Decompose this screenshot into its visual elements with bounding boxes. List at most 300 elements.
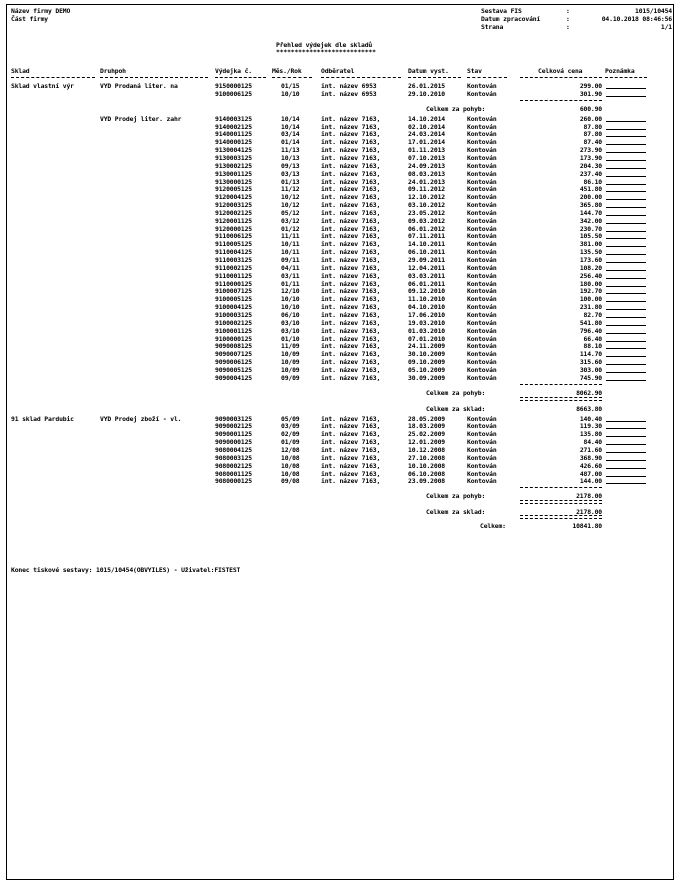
note-line [606,483,646,484]
vydejka-number: 9090005125 [215,365,252,374]
note-line [606,207,646,208]
vydejka-number: 9080001125 [215,469,252,478]
month-year: 10/14 [281,114,300,123]
customer-name: int. název 7163, [321,208,381,217]
customer-name: int. název 7163, [321,446,381,454]
total-price: 105.50 [579,232,602,241]
issue-date: 24.11.2009 [408,342,445,351]
note-line [606,460,646,461]
vydejka-number: 9100002125 [215,318,252,327]
month-year: 03/11 [281,271,300,280]
note-line [606,309,646,310]
month-year: 01/12 [281,224,300,233]
customer-name: int. název 7163, [321,422,381,431]
status-text: Kontován [467,446,497,454]
vydejka-number: 9130002125 [215,161,252,170]
vydejka-number: 9090004125 [215,373,252,382]
total-price: 192.70 [579,287,602,296]
status-text: Kontován [467,310,497,319]
total-price: 315.60 [579,358,602,367]
month-year: 11/09 [281,342,300,351]
customer-name: int. název 7163, [321,161,381,170]
status-text: Kontován [467,169,497,178]
customer-name: int. název 7163, [321,326,381,335]
issue-date: 29.09.2011 [408,256,445,264]
status-text: Kontován [467,224,497,233]
month-year: 09/11 [281,256,300,264]
col-druhpoh: Druhpoh [100,67,126,75]
month-year: 05/12 [281,208,300,217]
note-line [606,262,646,263]
vydejka-number: 9110002125 [215,263,252,272]
issue-date: 04.10.2010 [408,303,445,312]
note-line [606,293,646,294]
issue-date: 07.01.2010 [408,334,445,343]
page-sep: : [566,23,570,31]
month-year: 10/09 [281,350,300,359]
druhpoh-name: VYD Prodaná liter. na [100,82,178,90]
note-line [606,348,646,349]
note-line [606,88,646,89]
status-text: Kontován [467,185,497,194]
vydejka-number: 9110001125 [215,271,252,280]
total-price: 260.00 [579,114,602,123]
note-line [606,444,646,445]
note-line [606,191,646,192]
vydejka-number: 9090000125 [215,438,252,447]
customer-name: int. název 7163, [321,216,381,225]
status-text: Kontován [467,430,497,439]
status-text: Kontován [467,373,497,382]
status-text: Kontován [467,287,497,296]
month-year: 10/08 [281,461,300,470]
vydejka-number: 9120005125 [215,185,252,194]
vydejka-number: 9120002125 [215,208,252,217]
customer-name: int. název 7163, [321,114,381,123]
header-rule [215,77,266,78]
month-year: 03/09 [281,422,300,431]
total-price: 82.70 [583,310,602,319]
status-text: Kontován [467,334,497,343]
header-rule [408,77,461,78]
subtotal-rule [520,384,602,385]
month-year: 10/10 [281,89,300,98]
total-price: 342.00 [579,216,602,225]
vydejka-number: 9090007125 [215,350,252,359]
status-text: Kontován [467,422,497,431]
issue-date: 09.03.2012 [408,216,445,225]
issue-date: 19.03.2010 [408,318,445,327]
month-year: 10/09 [281,358,300,367]
subtotal-value: 2178.00 [576,492,602,501]
status-text: Kontován [467,161,497,170]
month-year: 10/13 [281,153,300,162]
month-year: 03/12 [281,216,300,225]
month-year: 10/11 [281,240,300,249]
total-price: 230.70 [579,224,602,233]
report-number: 1015/10454 [635,7,672,15]
issue-date: 08.03.2013 [408,169,445,178]
customer-name: int. název 7163, [321,373,381,382]
total-price: 87.80 [583,130,602,139]
title-underline: *************************** [276,48,376,56]
issue-date: 12.01.2009 [408,438,445,447]
sklad-total-value: 2178.00 [576,508,602,517]
issue-date: 09.11.2012 [408,185,445,194]
note-line [606,333,646,334]
total-price: 140.40 [579,414,602,423]
customer-name: int. název 7163, [321,185,381,194]
month-year: 02/09 [281,430,300,439]
note-line [606,476,646,477]
total-price: 144.70 [579,208,602,217]
issue-date: 09.10.2009 [408,358,445,367]
sklad-total-label: Celkem za sklad: [426,508,486,517]
issue-date: 27.10.2008 [408,453,445,462]
customer-name: int. název 7163, [321,461,381,470]
grand-total-label: Celkem: [480,522,506,531]
customer-name: int. název 7163, [321,263,381,272]
month-year: 12/08 [281,446,300,454]
issue-date: 30.10.2009 [408,350,445,359]
vydejka-number: 9090006125 [215,358,252,367]
vydejka-number: 9100007125 [215,287,252,296]
customer-name: int. název 7163, [321,287,381,296]
status-text: Kontován [467,318,497,327]
customer-name: int. název 7163, [321,232,381,241]
vydejka-number: 9090008125 [215,342,252,351]
total-price: 368.90 [579,453,602,462]
customer-name: int. název 7163, [321,318,381,327]
subtotal-label: Celkem za pohyb: [426,388,486,397]
note-line [606,380,646,381]
note-line [606,341,646,342]
status-text: Kontován [467,461,497,470]
customer-name: int. název 7163, [321,334,381,343]
month-year: 01/09 [281,438,300,447]
month-year: 10/12 [281,193,300,202]
status-text: Kontován [467,303,497,312]
date-sep: : [566,15,570,23]
total-price: 271.60 [579,446,602,454]
col-odberatel: Odběratel [321,67,355,75]
status-text: Kontován [467,271,497,280]
vydejka-number: 9090001125 [215,430,252,439]
customer-name: int. název 7163, [321,295,381,304]
issue-date: 26.01.2015 [408,82,445,90]
total-price: 87.40 [583,138,602,147]
vydejka-number: 9120001125 [215,216,252,225]
status-text: Kontován [467,263,497,272]
header-rule [467,77,507,78]
processing-date: 04.10.2018 08:46:56 [601,15,672,23]
month-year: 03/10 [281,318,300,327]
status-text: Kontován [467,365,497,374]
status-text: Kontován [467,438,497,447]
issue-date: 06.10.2011 [408,248,445,257]
page-number: 1/1 [660,23,672,31]
customer-name: int. název 7163, [321,350,381,359]
note-line [606,317,646,318]
customer-name: int. název 7163, [321,122,381,131]
month-year: 03/13 [281,169,300,178]
sklad-total-rule [520,397,602,401]
customer-name: int. název 7163, [321,248,381,257]
total-price: 796.40 [579,326,602,335]
status-text: Kontován [467,193,497,202]
status-text: Kontován [467,477,497,486]
status-text: Kontován [467,146,497,155]
issue-date: 10.12.2008 [408,446,445,454]
total-price: 87.80 [583,122,602,131]
status-text: Kontován [467,216,497,225]
total-price: 301.90 [579,89,602,98]
note-line [606,129,646,130]
col-datum: Datum vyst. [408,67,449,75]
note-line [606,136,646,137]
vydejka-number: 9110003125 [215,256,252,264]
month-year: 10/10 [281,303,300,312]
note-line [606,468,646,469]
status-text: Kontován [467,414,497,423]
issue-date: 11.10.2010 [408,295,445,304]
status-text: Kontován [467,208,497,217]
vydejka-number: 9130004125 [215,146,252,155]
status-text: Kontován [467,153,497,162]
month-year: 04/11 [281,263,300,272]
vydejka-number: 9110006125 [215,232,252,241]
note-line [606,238,646,239]
header-rule [100,77,208,78]
issue-date: 01.03.2010 [408,326,445,335]
customer-name: int. název 7163, [321,477,381,486]
customer-name: int. název 7163, [321,469,381,478]
note-line [606,428,646,429]
total-price: 114.70 [579,350,602,359]
note-line [606,121,646,122]
note-line [606,176,646,177]
total-price: 100.00 [579,295,602,304]
note-line [606,254,646,255]
month-year: 10/08 [281,453,300,462]
subtotal-rule [520,100,602,101]
status-text: Kontován [467,358,497,367]
month-year: 10/12 [281,201,300,210]
sklad-total-value: 8663.80 [576,404,602,413]
col-vydejka: Výdejka č. [215,67,252,75]
customer-name: int. název 7163, [321,201,381,210]
sklad-name: Sklad vlastní výr [11,82,74,90]
header-rule [272,77,312,78]
vydejka-number: 9090002125 [215,422,252,431]
note-line [606,270,646,271]
sklad-total-label: Celkem za sklad: [426,404,486,413]
issue-date: 03.03.2011 [408,271,445,280]
note-line [606,223,646,224]
month-year: 01/13 [281,177,300,186]
customer-name: int. název 7163, [321,438,381,447]
total-price: 135.50 [579,248,602,257]
druhpoh-name: VYD Prodej zboží - vl. [100,414,182,423]
total-price: 200.00 [579,193,602,202]
issue-date: 05.10.2009 [408,365,445,374]
total-price: 299.00 [579,82,602,90]
status-text: Kontován [467,350,497,359]
total-price: 451.80 [579,185,602,194]
month-year: 01/11 [281,279,300,288]
issue-date: 09.12.2010 [408,287,445,296]
issue-date: 17.01.2014 [408,138,445,147]
customer-name: int. název 7163, [321,177,381,186]
month-year: 06/10 [281,310,300,319]
status-text: Kontován [467,453,497,462]
issue-date: 12.10.2012 [408,193,445,202]
total-price: 231.80 [579,303,602,312]
vydejka-number: 9140001125 [215,130,252,139]
customer-name: int. název 6953 [321,82,377,90]
issue-date: 02.10.2014 [408,122,445,131]
month-year: 03/10 [281,326,300,335]
header-rule [520,77,602,78]
month-year: 11/11 [281,232,300,241]
vydejka-number: 9080000125 [215,477,252,486]
total-price: 173.90 [579,153,602,162]
vydejka-number: 9100005125 [215,295,252,304]
note-line [606,421,646,422]
customer-name: int. název 7163, [321,279,381,288]
status-text: Kontován [467,130,497,139]
subtotal-value: 600.90 [579,104,602,113]
vydejka-number: 9130000125 [215,177,252,186]
issue-date: 18.03.2009 [408,422,445,431]
vydejka-number: 9100006125 [215,89,252,98]
month-year: 01/10 [281,334,300,343]
issue-date: 12.04.2011 [408,263,445,272]
total-price: 173.60 [579,256,602,264]
total-price: 237.40 [579,169,602,178]
month-year: 10/14 [281,122,300,131]
month-year: 11/13 [281,146,300,155]
status-text: Kontován [467,138,497,147]
customer-name: int. název 7163, [321,342,381,351]
month-year: 12/10 [281,287,300,296]
note-line [606,199,646,200]
date-label: Datum zpracování [481,15,541,23]
status-text: Kontován [467,89,497,98]
issue-date: 06.01.2011 [408,279,445,288]
total-price: 256.40 [579,271,602,280]
total-price: 426.60 [579,461,602,470]
month-year: 10/08 [281,469,300,478]
note-line [606,184,646,185]
customer-name: int. název 7163, [321,240,381,249]
note-line [606,356,646,357]
month-year: 09/13 [281,161,300,170]
status-text: Kontován [467,201,497,210]
issue-date: 06.10.2008 [408,469,445,478]
total-price: 144.00 [579,477,602,486]
header-rule [605,77,647,78]
note-line [606,231,646,232]
customer-name: int. název 7163, [321,256,381,264]
total-price: 84.40 [583,438,602,447]
status-text: Kontován [467,177,497,186]
total-price: 180.00 [579,279,602,288]
issue-date: 28.05.2009 [408,414,445,423]
total-price: 135.80 [579,430,602,439]
vydejka-number: 9080003125 [215,453,252,462]
note-line [606,278,646,279]
issue-date: 03.10.2012 [408,201,445,210]
vydejka-number: 9110004125 [215,248,252,257]
issue-date: 23.05.2012 [408,208,445,217]
customer-name: int. název 7163, [321,453,381,462]
vydejka-number: 9130001125 [215,169,252,178]
customer-name: int. název 7163, [321,303,381,312]
vydejka-number: 9130003125 [215,153,252,162]
note-line [606,452,646,453]
report-label: Sestava FIS [481,7,522,15]
status-text: Kontován [467,122,497,131]
customer-name: int. název 7163, [321,193,381,202]
header-rule [11,77,95,78]
customer-name: int. název 7163, [321,430,381,439]
druhpoh-name: VYD Prodej liter. zahr [100,114,182,123]
status-text: Kontován [467,279,497,288]
customer-name: int. název 7163, [321,130,381,139]
issue-date: 14.10.2011 [408,240,445,249]
issue-date: 25.02.2009 [408,430,445,439]
note-line [606,96,646,97]
vydejka-number: 9120004125 [215,193,252,202]
month-year: 01/14 [281,138,300,147]
customer-name: int. název 7163, [321,310,381,319]
total-price: 66.40 [583,334,602,343]
note-line [606,372,646,373]
company-name: Název firmy DEMO [11,7,71,15]
month-year: 10/10 [281,295,300,304]
subtotal-value: 8062.90 [576,388,602,397]
note-line [606,152,646,153]
total-price: 303.00 [579,365,602,374]
month-year: 10/11 [281,248,300,257]
note-line [606,364,646,365]
status-text: Kontován [467,240,497,249]
report-sep: : [566,7,570,15]
issue-date: 24.03.2014 [408,130,445,139]
issue-date: 29.10.2010 [408,89,445,98]
status-text: Kontován [467,295,497,304]
issue-date: 30.09.2009 [408,373,445,382]
vydejka-number: 9120000125 [215,224,252,233]
vydejka-number: 9100000125 [215,334,252,343]
vydejka-number: 9080002125 [215,461,252,470]
month-year: 09/09 [281,373,300,382]
status-text: Kontován [467,232,497,241]
subtotal-label: Celkem za pohyb: [426,492,486,501]
month-year: 03/14 [281,130,300,139]
status-text: Kontován [467,326,497,335]
total-price: 108.20 [579,263,602,272]
status-text: Kontován [467,342,497,351]
subtotal-label: Celkem za pohyb: [426,104,486,113]
header-rule [321,77,401,78]
vydejka-number: 9150000125 [215,82,252,90]
vydejka-number: 9140002125 [215,122,252,131]
issue-date: 24.01.2013 [408,177,445,186]
total-price: 273.90 [579,146,602,155]
issue-date: 23.09.2008 [408,477,445,486]
